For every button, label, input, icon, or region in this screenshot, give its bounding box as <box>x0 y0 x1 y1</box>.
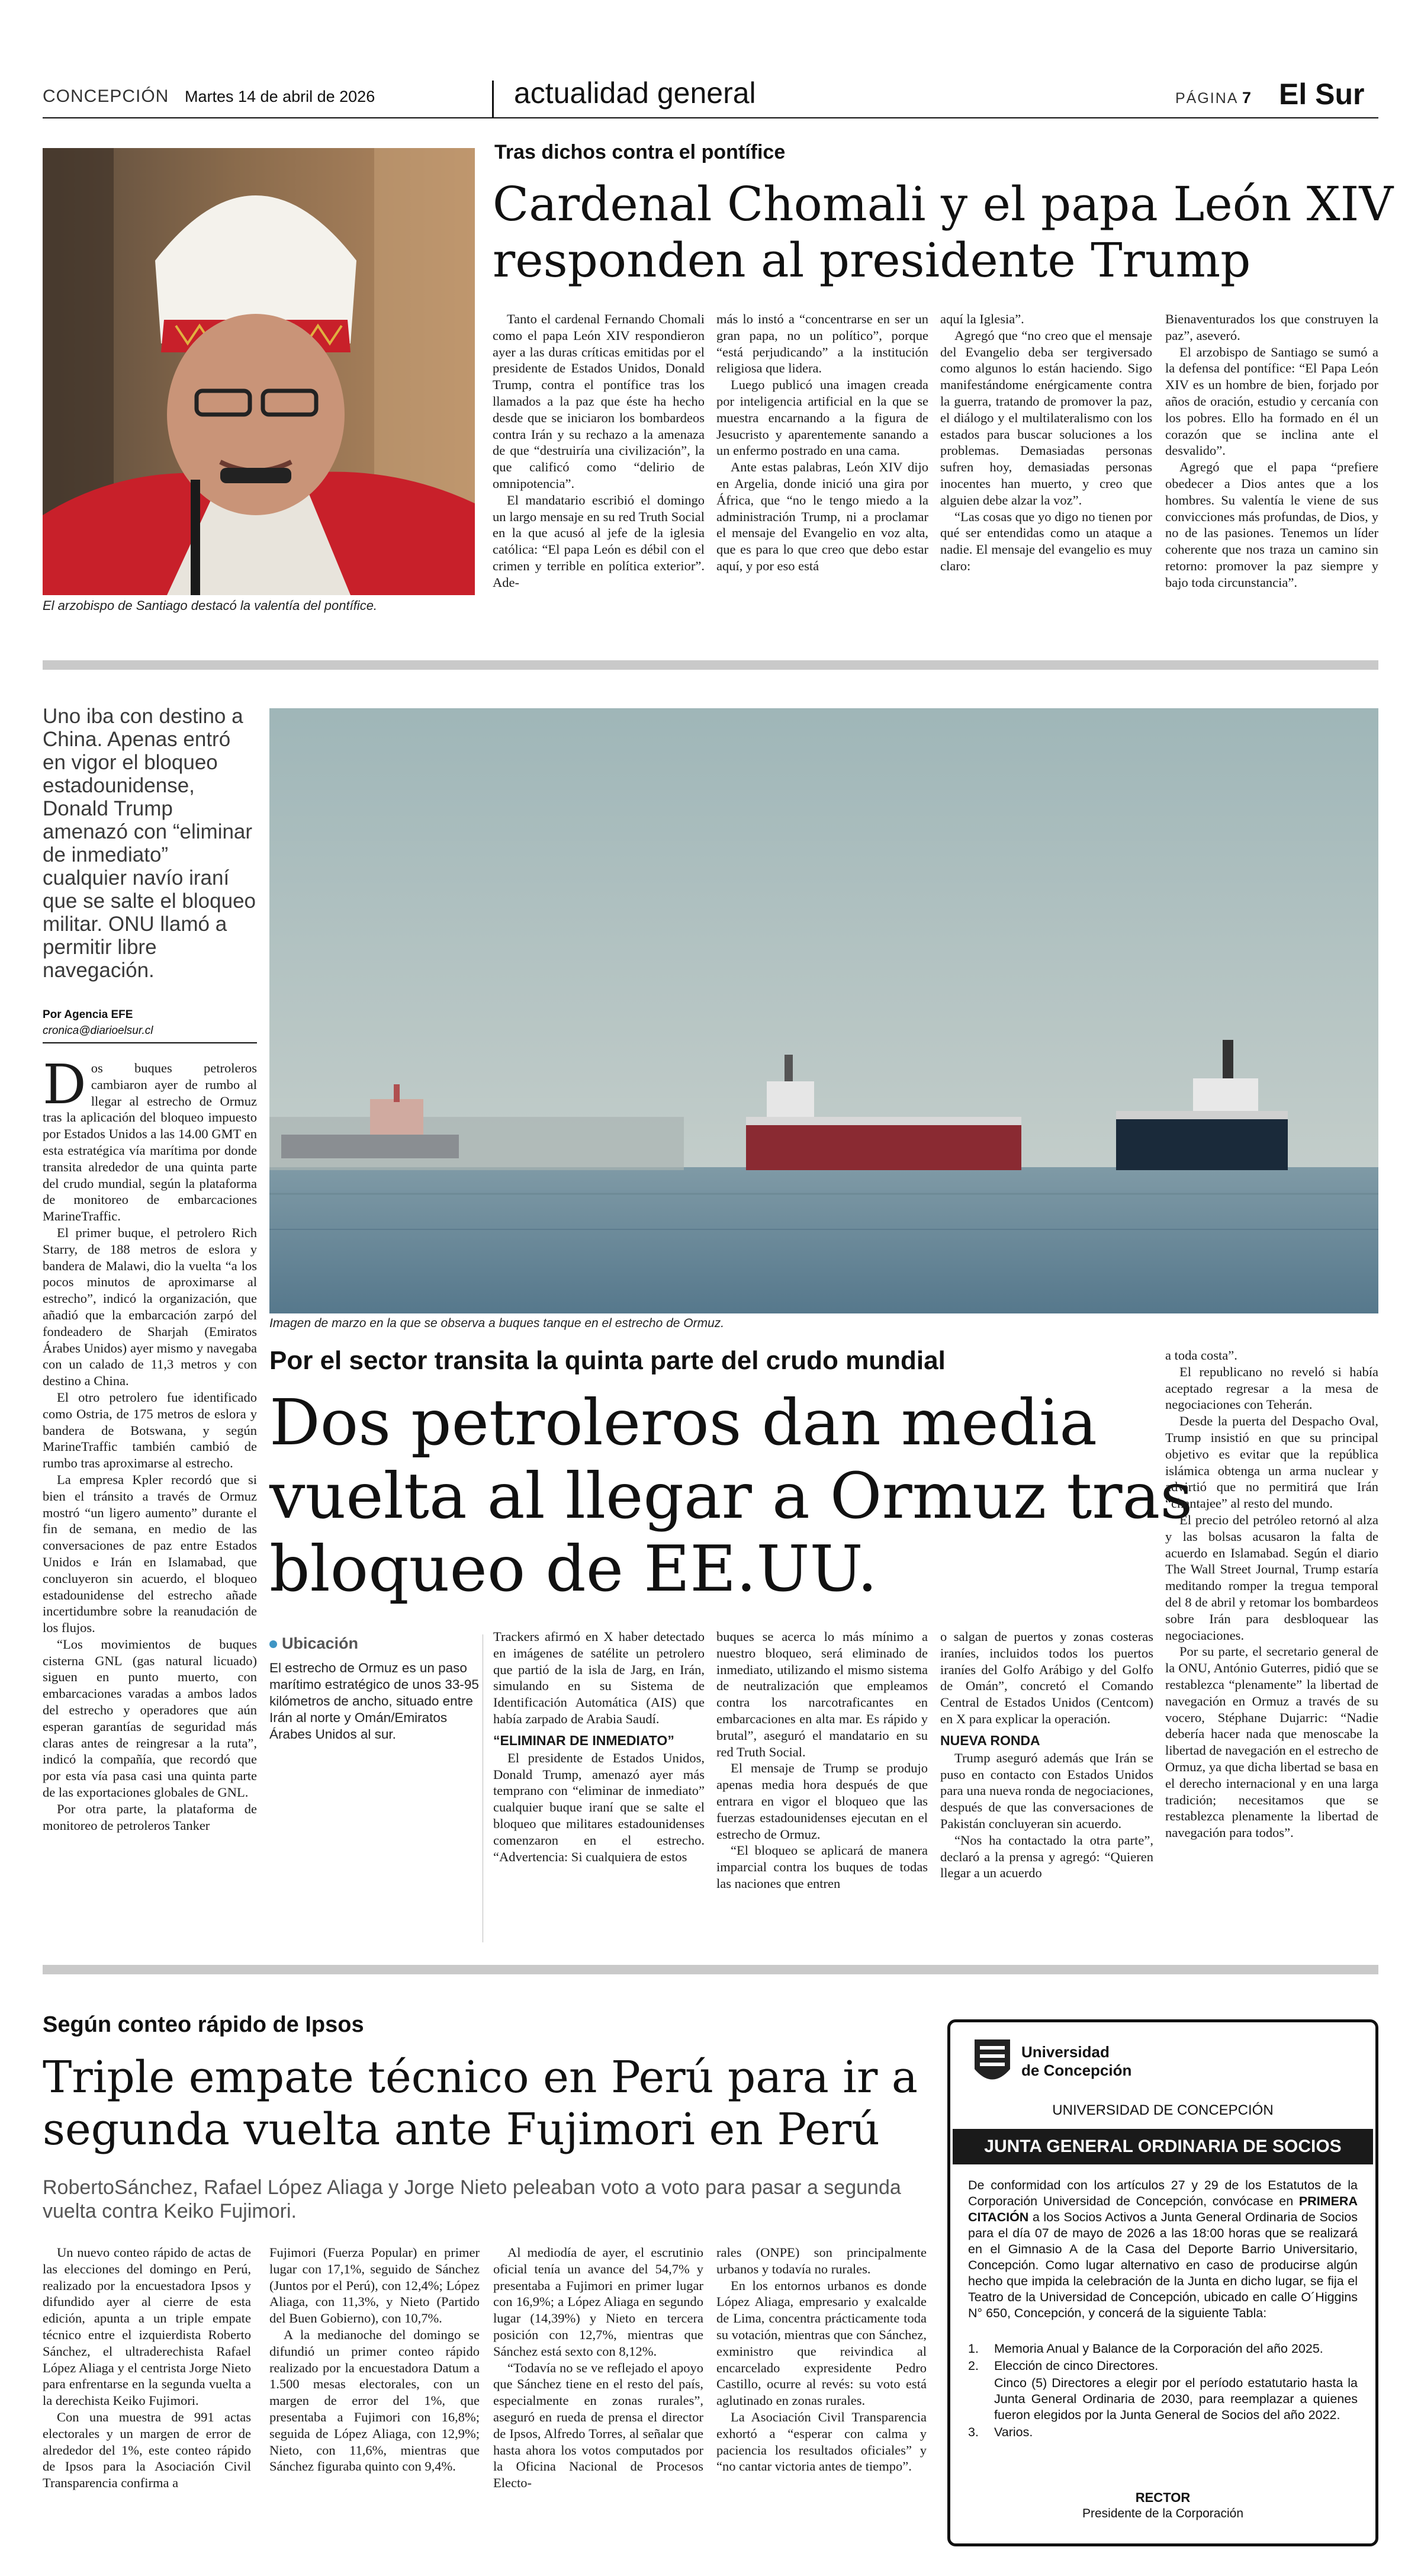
agenda-number: 2. <box>968 2359 979 2373</box>
article3-headline-line1: Triple empate técnico en Perú para ir a <box>43 2052 918 2103</box>
paragraph: Trackers afirmó en X haber detectado en imágenes de satélite un petrolero que partió de la isla de Jarg, en Irán, simulando en su Sistema de Identificación Automática (AIS) que había zarpado de Arabia Saudí. <box>493 1629 705 1726</box>
page-number: 7 <box>1242 89 1252 107</box>
article3-deck: RobertoSánchez, Rafael López Aliaga y Jorge Nieto peleaban voto a voto para pasar a segunda vuelta contra Keiko Fujimori. <box>43 2176 901 2222</box>
page-label: PÁGINA <box>1175 90 1239 107</box>
paragraph: Por otra parte, la plataforma de monitoreo de petroleros Tanker <box>43 1801 257 1833</box>
agenda-item <box>968 2424 1358 2440</box>
article2-byline: Por Agencia EFE <box>43 1008 133 1021</box>
paragraph: El mandatario escribió el domingo un largo mensaje en su red Truth Social en la que acusó al jefe de la iglesia católica: “El papa León es débil con el crimen y terrible en política exterior”. Ade- <box>493 492 705 590</box>
agenda-number: 1. <box>968 2341 979 2356</box>
article3-kicker: Según conteo rápido de Ipsos <box>43 2012 364 2037</box>
paragraph: “Todavía no se ve reflejado el apoyo que Sánchez tiene en el resto del país, especialmente en zonas rurales”, aseguró en rueda de prensa el director de Ipsos, Alfredo Torres, al señalar que hasta ahora los votos computados por la Oficina Nacional de Procesos Electo- <box>493 2360 703 2491</box>
article2-column-5 <box>1165 1347 1378 1841</box>
paragraph: Al mediodía de ayer, el escrutinio oficial tenía un avance del 54,7% y presentaba a Fujimori en primer lugar con 16,9%; a López Aliaga en segundo lugar (14,39%) y Nieto en tercera posición con 12,7%, mientras que Sánchez está sexto con 8,12%. <box>493 2245 703 2359</box>
paragraph: Tanto el cardenal Fernando Chomali como el papa León XIV respondieron ayer a las duras críticas emitidas por el presidente de Estados Unidos, Donald Trump, contra el pontífice tras los llamados a la paz que éste ha hecho desde que se iniciaron los bombardeos contra Irán y su rechazo a la amenaza de que “destruiría una civilización”, la que calificó como “delirio de omnipotencia”. <box>493 311 705 491</box>
notice-org: UNIVERSIDAD DE CONCEPCIÓN <box>1052 2102 1274 2118</box>
cardinal-photo <box>43 148 475 595</box>
article3-headline-line2: segunda vuelta ante Fujimori en Perú <box>43 2104 880 2155</box>
location-dot-icon <box>269 1640 277 1648</box>
article1-kicker: Tras dichos contra el pontífice <box>494 141 786 163</box>
header-date: Martes 14 de abril de 2026 <box>185 88 375 105</box>
paragraph: La Asociación Civil Transparencia exhortó a “esperar con calma y paciencia los resultados oficiales” y “no cantar victoria antes de tiempo”. <box>716 2409 927 2474</box>
article1-column-2 <box>716 311 928 574</box>
agenda-text: Memoria Anual y Balance de la Corporación del año 2025. <box>994 2341 1323 2356</box>
paragraph: rales (ONPE) son principalmente urbanos y todavía no rurales. <box>716 2245 927 2276</box>
paragraph: El republicano no reveló si había aceptado regresar a la mesa de negociaciones con Teherán. <box>1165 1364 1378 1412</box>
paragraph: Agregó que “no creo que el mensaje del Evangelio deba ser tergiversado como algunos lo están haciendo. Sigo manifestándome enérgicamente contra la guerra, tratando de promover la paz, el diálogo y el multilateralismo con los estados para buscar soluciones a los problemas. Demasiadas personas sufren hoy, demasiadas personas inocentes han muerto, y creo que alguien debe alzar la voz”. <box>940 327 1152 508</box>
paragraph: “Nos ha contactado la otra parte”, declaró a la prensa y agregó: “Quieren llegar a un acuerdo <box>940 1832 1153 1881</box>
article2-email: cronica@diarioelsur.cl <box>43 1024 153 1037</box>
byline-rule <box>43 1042 257 1043</box>
paragraph: a toda costa”. <box>1165 1348 1237 1363</box>
tanker-photo <box>269 708 1378 1313</box>
notice-body-post: a los Socios Activos a Junta General Ordinaria de Socios para el día 07 de mayo de 2026 a las 18:00 horas que se realizará en el Gimnasio A de la Casa del Deporte Barrio Universitario, Concepción. Como lugar alternativo en caso de producirse algún hecho que impida la celebración de la Junta en dicho lugar, se fija el Teatro de la Universidad de Concepción, ubicado en calle O´Higgins N° 650, Concepción, y concerá de la siguiente Tabla: <box>968 2210 1358 2320</box>
article1-column-3 <box>940 311 1152 574</box>
header-divider <box>492 81 494 117</box>
subhead: “ELIMINAR DE INMEDIATO” <box>493 1732 674 1748</box>
article1-headline-line1: Cardenal Chomali y el papa León XIV <box>493 176 1394 232</box>
paragraph: “Las cosas que yo digo no tienen por qué ser entendidas como un ataque a nadie. El mensaje del evangelio es muy claro: <box>940 509 1152 573</box>
article2-headline-line1: Dos petroleros dan media <box>269 1386 1098 1460</box>
paragraph: os buques petroleros cambiaron ayer de rumbo al llegar al estrecho de Ormuz tras la aplicación del bloqueo impuesto por Estados Unidos a las 14.00 GMT en esta estratégica vía marítima por donde transita alrededor de una quinta parte del crudo mundial, según la plataforma de monitoreo de embarcaciones MarineTraffic. <box>43 1061 257 1224</box>
paragraph: El precio del petróleo retornó al alza y las bolsas acusaron la falta de acuerdo en Islamabad. Según el diario The Wall Street Journal, Trump estaría meditando romper la tregua temporal del 8 de abril y retomar los bombardeos sobre Irán para desbloquear las negociaciones. <box>1165 1512 1378 1643</box>
paragraph-lead <box>43 1053 257 1225</box>
article2-column-3 <box>716 1629 928 1892</box>
article2-headline-line2: vuelta al llegar a Ormuz tras <box>269 1460 1193 1533</box>
header-city: CONCEPCIÓN <box>43 86 169 106</box>
article1-headline-line2: responden al presidente Trump <box>493 233 1251 288</box>
paragraph: aquí la Iglesia”. <box>940 311 1024 326</box>
article2-column-4 <box>940 1629 1153 1881</box>
paragraph: El arzobispo de Santiago se sumó a la defensa del pontífice: “El Papa León XIV es un hombre de bien, forjado por años de oración, estudio y cercanía con los pobres. Ello ha formado en él un corazón que se inclina ante el desvalido”. <box>1165 344 1378 458</box>
paragraph: más lo instó a “concentrarse en ser un gran papa, no un político”, porque “está perjudicando” a la institución religiosa que lidera. <box>716 311 928 376</box>
agenda-number: 3. <box>968 2425 979 2439</box>
paragraph: El primer buque, el petrolero Rich Starry, de 188 metros de eslora y bandera de Malawi, dio la vuelta “a los pocos minutos de aproximarse al estrecho”, indicó la organización, que añadió que la embarcación zarpó del fondeadero de Sharjah (Emiratos Árabes Unidos) ayer mismo y navegaba con un calado de 11,3 metros y con destino a China. <box>43 1225 257 1389</box>
paragraph: Ante estas palabras, León XIV dijo en Argelia, donde inició una gira por África, que “no le tengo miedo a la administración Trump, ni a proclamar el mensaje del Evangelio en voz alta, que es para lo que creo que debo estar aquí, y por eso está <box>716 460 928 573</box>
location-title: Ubicación <box>282 1634 359 1652</box>
notice-box <box>947 2019 1378 2546</box>
agenda-text: Elección de cinco Directores. <box>994 2359 1159 2373</box>
paragraph: Fujimori (Fuerza Popular) en primer lugar con 17,1%, seguido de Sánchez (Juntos por el Perú), con 12,4%; López Aliaga, con 11,3%, y Nieto (Partido del Buen Gobierno), con 10,7%. <box>269 2245 480 2326</box>
paragraph: buques se acerca lo más mínimo a nuestro bloqueo, será eliminado de inmediato, utilizando el mismo sistema de neutralización que empleamos contra los narcotraficantes en embarcaciones en alta mar. Es rápido y brutal”, aseguró el mandatario en su red Truth Social. <box>716 1629 928 1759</box>
notice-agenda <box>968 2341 1358 2440</box>
notice-logo-line1: Universidad <box>1021 2043 1110 2061</box>
paragraph: A la medianoche del domingo se difundió un primer conteo rápido realizado por la encuestadora Datum a 1.500 mesas electorales, con un margen de error del 1%, que presentaba a Fujimori con 16,8%; seguida de López Aliaga, con 12,9%; Nieto, con 11,6%, mientras que Sánchez figuraba quinto con 9,4%. <box>269 2327 480 2474</box>
notice-body-bold: PRIMERA CITACIÓN <box>968 2194 1358 2224</box>
paragraph: o salgan de puertos y zonas costeras iraníes, incluidos todos los puertos iraníes del Golfo Arábigo y del Golfo de Omán”, concretó el Comando Central de Estados Unidos (Centcom) en X para explicar la operación. <box>940 1629 1153 1726</box>
notice-title-bar: JUNTA GENERAL ORDINARIA DE SOCIOS <box>953 2129 1373 2164</box>
agenda-item <box>968 2341 1358 2357</box>
agenda-text: Cinco (5) Directores a elegir por el período estatutario hasta la Junta General Ordinaria de 2030, para reemplazar a quienes fueron elegidos por la Junta General de Socios del año 2022. <box>994 2376 1358 2422</box>
notice-signer-title: Presidente de la Corporación <box>1082 2507 1243 2520</box>
paragraph: El otro petrolero fue identificado como Ostria, de 175 metros de eslora y bandera de Botswana, y según MarineTraffic también cambió de rumbo tras aproximarse al estrecho. <box>43 1389 257 1471</box>
subhead: NUEVA RONDA <box>940 1732 1040 1748</box>
article1-column-1 <box>493 311 705 591</box>
notice-body <box>968 2177 1358 2321</box>
section-title: actualidad general <box>514 76 756 110</box>
article2-sidebar-column <box>43 1053 257 1833</box>
paragraph: Con una muestra de 991 actas electorales y un margen de error de alrededor del 1%, este conteo rápido de Ipsos para la Asociación Civil Transparencia confirma a <box>43 2409 251 2491</box>
section-separator-2 <box>43 1965 1378 1974</box>
paragraph: Agregó que el papa “prefiere obedecer a Dios antes que a los hombres. Su valentía le viene de sus convicciones más profundas, de Dios, y no de las pasiones. Tenemos un líder coherente que nos traza un camino sin retorno: promover la paz siempre y bajo toda circunstancia”. <box>1165 460 1378 590</box>
location-box <box>269 1634 483 1743</box>
paragraph: “El bloqueo se aplicará de manera imparcial contra los buques de todas las naciones que entren <box>716 1843 928 1891</box>
paragraph: Luego publicó una imagen creada por inteligencia artificial en la que se muestra encarnando a la figura de Jesucristo y aparentemente sanando a un enfermo postrado en una cama. <box>716 377 928 458</box>
agenda-number <box>968 2375 994 2423</box>
agenda-item <box>968 2375 1358 2423</box>
article2-headline-line3: bloqueo de EE.UU. <box>269 1533 877 1606</box>
article2-lead: Uno iba con destino a China. Apenas entró en vigor el bloqueo estadounidense, Donald Trump amenazó con “eliminar de inmediato” cualquier navío iraní que se salte el bloqueo militar. ONU llamó a permitir libre navegación. <box>43 705 256 982</box>
paragraph: La empresa Kpler recordó que si bien el tránsito a través de Ormuz mostró “un ligero aumento” durante el fin de semana, en medio de las conversaciones de paz entre Estados Unidos e Irán en Islamabad, que concluyeron sin acuerdo, el bloqueo estadounidense del estrecho añade incertidumbre sobre la reanudación de los flujos. <box>43 1472 257 1636</box>
notice-body-pre: De conformidad con los artículos 27 y 29 de los Estatutos de la Corporación Universidad de Concepción, convócase en <box>968 2178 1358 2208</box>
article1-column-4 <box>1165 311 1378 591</box>
paragraph: En los entornos urbanos es donde López Aliaga, empresario y exalcalde de Lima, concentra prácticamente toda su votación, mientras que con Sánchez, exministro que reivindica al encarcelado expresidente Pedro Castillo, ocurre al revés: su voto está aglutinado en zonas rurales. <box>716 2278 927 2408</box>
paragraph: Bienaventurados los que construyen la paz”, aseveró. <box>1165 311 1378 343</box>
notice-logo-line2: de Concepción <box>1021 2061 1132 2079</box>
paragraph: Trump aseguró además que Irán se puso en contacto con Estados Unidos para una nueva ronda de negociaciones, después de que las conversaciones de Pakistán concluyeran sin acuerdo. <box>940 1750 1153 1831</box>
article1-photo-caption: El arzobispo de Santiago destacó la valentía del pontífice. <box>43 598 378 613</box>
article3-column-1 <box>43 2244 251 2491</box>
paragraph: Por su parte, el secretario general de la ONU, António Guterres, pidió que se restablezca “plenamente” la libertad de navegación en Ormuz a través de su vocero, Stéphane Dujarric: “Nadie debería hacer nada que menoscabe la libertad de navegación en el estrecho de Ormuz, ya que dicha libertad se basa en el derecho internacional y en una larga tradición; necesitamos que se restablezca plenamente la libertad de navegación para todos”. <box>1165 1644 1378 1841</box>
paragraph: Un nuevo conteo rápido de actas de las elecciones del domingo en Perú, realizado por la encuestadora Ipsos y difundido ayer al cierre de esta edición, apunta a un triple empate técnico entre el izquierdista Roberto Sánchez, el ultraderechista Rafael López Aliaga y el centrista Jorge Nieto para enfrentarse en la segunda vuelta a la derechista Keiko Fujimori. <box>43 2245 251 2408</box>
notice-signer: RECTOR <box>1135 2490 1191 2505</box>
brand-logo: El Sur <box>1279 78 1365 111</box>
header-rule <box>43 117 1378 118</box>
paragraph: “Los movimientos de buques cisterna GNL (gas natural licuado) siguen en punto muerto, con embarcaciones varadas a ambos lados del estrecho y operadores que aún esperan garantías de seguridad más claras antes de reingresar a la ruta”, indicó la compañía, que recordó que por esta vía pasa casi una quinta parte de las exportaciones globales de GNL. <box>43 1636 257 1800</box>
article2-photo-caption: Imagen de marzo en la que se observa a buques tanque en el estrecho de Ormuz. <box>269 1316 725 1330</box>
agenda-text: Varios. <box>994 2425 1033 2439</box>
paragraph: Desde la puerta del Despacho Oval, Trump insistió en que su principal objetivo es evitar que la república islámica obtenga un arma nuclear y advirtió que no permitirá que Irán “chantajee” al resto del mundo. <box>1165 1414 1378 1511</box>
location-text: El estrecho de Ormuz es un paso marítimo estratégico de unos 33-95 kilómetros de ancho, situado entre Irán al norte y Omán/Emiratos Árabes Unidos al sur. <box>269 1660 479 1742</box>
agenda-item <box>968 2358 1358 2374</box>
article2-column-2 <box>493 1629 705 1865</box>
paragraph: El mensaje de Trump se produjo apenas media hora después de que entrara en vigor el bloqueo que las fuerzas estadounidenses ejecutan en el estrecho de Ormuz. <box>716 1761 928 1842</box>
article3-column-2 <box>269 2244 480 2475</box>
article2-kicker: Por el sector transita la quinta parte del crudo mundial <box>269 1346 946 1375</box>
article3-column-4 <box>716 2244 927 2475</box>
paragraph: El presidente de Estados Unidos, Donald Trump, amenazó ayer más temprano con “eliminar de inmediato” cualquier buque iraní que se salte el bloqueo que militares estadounidenses comenzaron en el estrecho. “Advertencia: Si cualquiera de estos <box>493 1750 705 1864</box>
article3-column-3 <box>493 2244 703 2491</box>
dropcap: D <box>43 1053 86 1116</box>
section-separator <box>43 660 1378 670</box>
university-crest-icon <box>972 2037 1013 2090</box>
